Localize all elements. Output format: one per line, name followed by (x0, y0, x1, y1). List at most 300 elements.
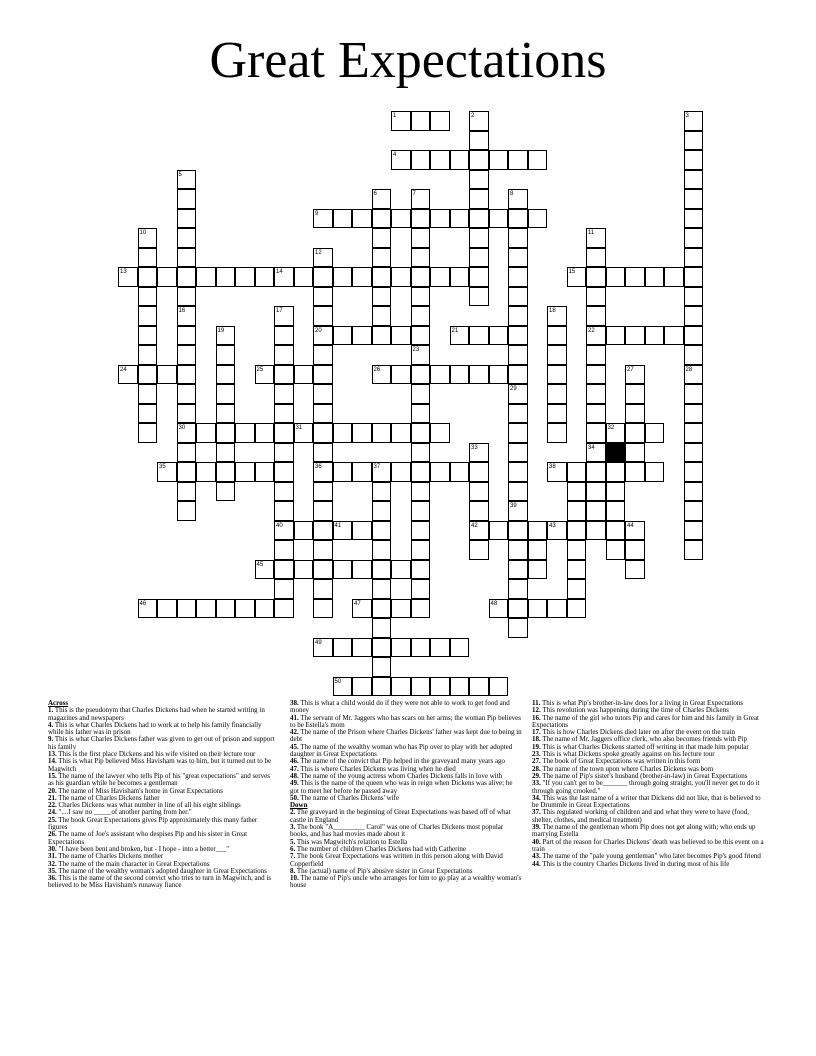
grid-cell[interactable] (333, 209, 353, 229)
grid-cell[interactable] (606, 267, 626, 287)
grid-cell[interactable] (508, 228, 528, 248)
grid-cell[interactable] (586, 423, 606, 443)
grid-cell[interactable] (430, 365, 450, 385)
grid-cell[interactable] (372, 638, 392, 658)
grid-cell[interactable] (489, 326, 509, 346)
grid-cell[interactable] (274, 579, 294, 599)
grid-cell[interactable] (469, 365, 489, 385)
grid-cell[interactable] (138, 267, 158, 287)
grid-cell[interactable] (216, 404, 236, 424)
grid-cell[interactable] (430, 267, 450, 287)
grid-cell[interactable] (138, 384, 158, 404)
clue-number-label: 7 (412, 191, 416, 197)
grid-cell[interactable] (469, 131, 489, 151)
grid-cell[interactable] (684, 209, 704, 229)
grid-cell[interactable] (430, 111, 450, 131)
grid-cell[interactable] (274, 345, 294, 365)
grid-cell[interactable] (547, 599, 567, 619)
grid-cell[interactable] (684, 462, 704, 482)
grid-cell[interactable] (352, 560, 372, 580)
grid-cell[interactable] (547, 326, 567, 346)
grid-cell[interactable] (567, 482, 587, 502)
grid-cell[interactable] (625, 540, 645, 560)
grid-cell[interactable] (586, 404, 606, 424)
grid-cell[interactable] (177, 384, 197, 404)
grid-cell[interactable] (294, 560, 314, 580)
grid-cell[interactable] (138, 326, 158, 346)
grid-cell[interactable] (352, 326, 372, 346)
grid-cell[interactable] (684, 287, 704, 307)
grid-cell[interactable] (508, 365, 528, 385)
grid-cell[interactable] (196, 423, 216, 443)
grid-cell[interactable] (586, 462, 606, 482)
grid-cell[interactable] (294, 365, 314, 385)
grid-cell[interactable] (294, 521, 314, 541)
grid-cell[interactable] (411, 579, 431, 599)
grid-cell[interactable] (274, 384, 294, 404)
grid-cell[interactable] (684, 540, 704, 560)
grid-cell[interactable] (411, 326, 431, 346)
grid-cell[interactable] (450, 365, 470, 385)
grid-cell[interactable] (508, 248, 528, 268)
grid-cell[interactable] (216, 482, 236, 502)
grid-cell[interactable] (469, 209, 489, 229)
grid-cell[interactable] (684, 384, 704, 404)
grid-cell[interactable] (177, 404, 197, 424)
grid-cell[interactable] (235, 423, 255, 443)
grid-cell[interactable] (372, 326, 392, 346)
grid-cell[interactable] (411, 482, 431, 502)
grid-cell[interactable] (528, 540, 548, 560)
grid-cell[interactable] (411, 384, 431, 404)
grid-cell[interactable] (372, 618, 392, 638)
grid-cell[interactable] (567, 579, 587, 599)
grid-cell[interactable] (567, 560, 587, 580)
grid-cell[interactable] (606, 501, 626, 521)
grid-cell[interactable] (625, 326, 645, 346)
grid-cell[interactable] (411, 521, 431, 541)
grid-cell[interactable] (157, 267, 177, 287)
grid-cell[interactable] (138, 365, 158, 385)
grid-cell[interactable] (352, 209, 372, 229)
grid-cell[interactable] (508, 404, 528, 424)
grid-cell[interactable] (489, 365, 509, 385)
grid-cell[interactable] (645, 423, 665, 443)
grid-cell[interactable] (352, 462, 372, 482)
grid-cell[interactable] (313, 501, 333, 521)
grid-cell[interactable] (567, 599, 587, 619)
grid-cell[interactable] (391, 462, 411, 482)
clue-number: 32. (48, 859, 57, 868)
grid-cell[interactable] (138, 345, 158, 365)
grid-cell[interactable] (372, 248, 392, 268)
grid-cell[interactable] (547, 404, 567, 424)
grid-cell[interactable] (216, 423, 236, 443)
grid-cell[interactable] (489, 521, 509, 541)
clue-number: 42. (290, 728, 299, 737)
grid-cell[interactable] (196, 267, 216, 287)
grid-cell[interactable] (489, 150, 509, 170)
grid-cell[interactable] (177, 443, 197, 463)
grid-cell[interactable] (489, 209, 509, 229)
grid-cell[interactable] (684, 248, 704, 268)
grid-cell[interactable] (372, 482, 392, 502)
grid-cell[interactable] (411, 287, 431, 307)
grid-cell[interactable] (411, 404, 431, 424)
grid-cell[interactable] (372, 540, 392, 560)
grid-cell[interactable] (684, 501, 704, 521)
grid-cell[interactable] (450, 677, 470, 697)
grid-cell[interactable] (333, 423, 353, 443)
grid-cell[interactable] (508, 423, 528, 443)
grid-cell[interactable] (391, 365, 411, 385)
grid-cell[interactable] (216, 365, 236, 385)
grid-cell[interactable] (313, 404, 333, 424)
grid-cell[interactable] (528, 560, 548, 580)
grid-cell[interactable] (352, 521, 372, 541)
grid-cell[interactable] (508, 618, 528, 638)
grid-cell[interactable] (274, 482, 294, 502)
grid-cell[interactable] (372, 657, 392, 677)
grid-cell[interactable] (391, 638, 411, 658)
grid-cell[interactable] (645, 267, 665, 287)
grid-cell[interactable] (625, 423, 645, 443)
grid-cell[interactable] (625, 560, 645, 580)
grid-cell[interactable] (352, 677, 372, 697)
grid-cell[interactable] (177, 365, 197, 385)
grid-cell[interactable] (684, 170, 704, 190)
grid-cell[interactable] (216, 384, 236, 404)
grid-cell[interactable] (606, 482, 626, 502)
grid-cell[interactable] (586, 521, 606, 541)
grid-cell[interactable] (684, 267, 704, 287)
grid-cell[interactable] (489, 677, 509, 697)
grid-cell[interactable] (313, 560, 333, 580)
grid-cell[interactable] (313, 540, 333, 560)
grid-cell[interactable] (313, 384, 333, 404)
grid-cell[interactable] (430, 677, 450, 697)
grid-cell[interactable] (313, 365, 333, 385)
grid-cell[interactable] (313, 423, 333, 443)
grid-cell[interactable] (372, 228, 392, 248)
grid-cell[interactable] (684, 150, 704, 170)
grid-cell[interactable] (606, 521, 626, 541)
grid-cell[interactable] (586, 482, 606, 502)
grid-cell[interactable] (508, 540, 528, 560)
grid-cell[interactable] (274, 501, 294, 521)
grid-cell[interactable] (274, 365, 294, 385)
grid-cell[interactable] (411, 365, 431, 385)
grid-cell[interactable] (391, 267, 411, 287)
grid-cell[interactable] (586, 306, 606, 326)
grid-cell[interactable] (508, 287, 528, 307)
grid-cell[interactable] (333, 267, 353, 287)
grid-cell[interactable] (528, 150, 548, 170)
grid-cell[interactable] (372, 287, 392, 307)
grid-cell[interactable] (391, 677, 411, 697)
grid-cell[interactable] (391, 599, 411, 619)
grid-cell[interactable] (313, 599, 333, 619)
grid-cell[interactable] (255, 599, 275, 619)
grid-cell[interactable] (586, 384, 606, 404)
grid-cell[interactable] (625, 462, 645, 482)
grid-cell[interactable] (567, 540, 587, 560)
clue-text: This was the last name of a writer that Dickens did not like, that is believed to be Drummle in Great Expectations (532, 793, 761, 810)
grid-cell[interactable] (216, 443, 236, 463)
grid-cell[interactable] (411, 209, 431, 229)
grid-cell[interactable] (625, 384, 645, 404)
grid-cell[interactable] (684, 306, 704, 326)
grid-cell[interactable] (411, 248, 431, 268)
grid-cell[interactable] (684, 423, 704, 443)
grid-cell[interactable] (235, 267, 255, 287)
grid-cell[interactable] (547, 384, 567, 404)
grid-cell[interactable] (684, 404, 704, 424)
grid-cell[interactable] (294, 267, 314, 287)
grid-cell[interactable] (469, 150, 489, 170)
grid-cell[interactable] (138, 423, 158, 443)
grid-cell[interactable] (508, 209, 528, 229)
grid-cell[interactable] (177, 209, 197, 229)
grid-cell[interactable] (567, 501, 587, 521)
grid-cell[interactable] (274, 423, 294, 443)
grid-cell[interactable] (196, 462, 216, 482)
grid-cell[interactable] (684, 521, 704, 541)
grid-cell[interactable] (138, 287, 158, 307)
grid-cell[interactable] (528, 599, 548, 619)
grid-cell[interactable] (216, 599, 236, 619)
grid-cell[interactable] (235, 462, 255, 482)
grid-cell[interactable] (606, 462, 626, 482)
grid-cell[interactable] (235, 599, 255, 619)
grid-cell[interactable] (508, 345, 528, 365)
grid-cell[interactable] (684, 228, 704, 248)
grid-cell[interactable] (469, 462, 489, 482)
grid-cell[interactable] (274, 462, 294, 482)
grid-cell[interactable] (469, 248, 489, 268)
grid-cell[interactable] (508, 267, 528, 287)
grid-cell[interactable] (313, 306, 333, 326)
grid-cell[interactable] (274, 560, 294, 580)
grid-cell[interactable] (450, 267, 470, 287)
grid-cell[interactable] (372, 579, 392, 599)
grid-cell[interactable] (508, 482, 528, 502)
grid-cell[interactable] (274, 443, 294, 463)
grid-cell[interactable] (469, 189, 489, 209)
grid-cell[interactable] (313, 482, 333, 502)
grid-cell[interactable] (372, 423, 392, 443)
grid-cell[interactable] (411, 638, 431, 658)
grid-cell[interactable] (391, 423, 411, 443)
grid-cell[interactable] (645, 462, 665, 482)
grid-cell[interactable] (352, 638, 372, 658)
grid-cell[interactable] (411, 443, 431, 463)
grid-cell[interactable] (606, 326, 626, 346)
grid-cell[interactable] (274, 404, 294, 424)
grid-cell[interactable] (391, 560, 411, 580)
grid-cell[interactable] (313, 267, 333, 287)
grid-cell[interactable] (372, 521, 392, 541)
grid-cell[interactable] (372, 306, 392, 326)
grid-cell[interactable] (508, 560, 528, 580)
grid-cell[interactable] (255, 423, 275, 443)
grid-cell[interactable] (586, 345, 606, 365)
grid-cell[interactable] (333, 560, 353, 580)
grid-cell[interactable] (177, 462, 197, 482)
grid-cell[interactable] (411, 677, 431, 697)
grid-cell[interactable] (313, 443, 333, 463)
grid-cell[interactable] (430, 209, 450, 229)
grid-cell[interactable] (274, 326, 294, 346)
grid-cell[interactable] (157, 365, 177, 385)
grid-cell[interactable] (255, 462, 275, 482)
grid-cell[interactable] (508, 579, 528, 599)
grid-cell[interactable] (586, 365, 606, 385)
grid-cell[interactable] (664, 326, 684, 346)
grid-cell[interactable] (411, 540, 431, 560)
grid-cell[interactable] (586, 287, 606, 307)
grid-cell[interactable] (333, 638, 353, 658)
grid-cell[interactable] (138, 306, 158, 326)
grid-cell[interactable] (469, 677, 489, 697)
grid-cell[interactable] (508, 306, 528, 326)
grid-cell[interactable] (177, 501, 197, 521)
grid-cell[interactable] (372, 267, 392, 287)
grid-cell[interactable] (625, 267, 645, 287)
grid-cell[interactable] (508, 326, 528, 346)
grid-cell[interactable] (196, 599, 216, 619)
grid-cell[interactable] (430, 638, 450, 658)
grid-cell[interactable] (625, 404, 645, 424)
grid-cell[interactable] (684, 326, 704, 346)
grid-cell[interactable] (138, 404, 158, 424)
grid-cell[interactable] (430, 423, 450, 443)
grid-cell[interactable] (313, 579, 333, 599)
grid-cell[interactable] (411, 462, 431, 482)
grid-cell[interactable] (177, 345, 197, 365)
down-heading: Down (290, 801, 308, 810)
grid-cell[interactable] (333, 462, 353, 482)
grid-cell[interactable] (372, 209, 392, 229)
grid-cell[interactable] (411, 560, 431, 580)
grid-cell[interactable] (157, 599, 177, 619)
grid-cell[interactable] (684, 131, 704, 151)
grid-cell[interactable] (313, 287, 333, 307)
grid-cell[interactable] (625, 443, 645, 463)
grid-cell[interactable] (274, 540, 294, 560)
grid-cell[interactable] (508, 150, 528, 170)
clue-text: This is the name of the queen who was in reign when Dickens was alive; he got to meet her before he passed away (290, 779, 513, 795)
grid-cell[interactable] (684, 345, 704, 365)
grid-cell[interactable] (138, 248, 158, 268)
grid-cell[interactable] (645, 326, 665, 346)
grid-cell[interactable] (450, 638, 470, 658)
grid-cell[interactable] (684, 189, 704, 209)
grid-cell[interactable] (411, 423, 431, 443)
grid-cell[interactable] (313, 521, 333, 541)
grid-cell[interactable] (567, 521, 587, 541)
grid-cell[interactable] (547, 365, 567, 385)
grid-cell[interactable] (372, 677, 392, 697)
grid-cell[interactable] (508, 599, 528, 619)
grid-cell[interactable] (567, 462, 587, 482)
clue-number: 37. (532, 808, 541, 817)
grid-cell[interactable] (469, 501, 489, 521)
grid-cell[interactable] (352, 267, 372, 287)
grid-cell[interactable] (177, 228, 197, 248)
grid-cell[interactable] (430, 462, 450, 482)
grid-cell[interactable] (606, 540, 626, 560)
grid-cell[interactable] (177, 599, 197, 619)
grid-cell[interactable] (469, 540, 489, 560)
grid-cell[interactable] (372, 560, 392, 580)
grid-cell[interactable] (216, 267, 236, 287)
grid-cell[interactable] (508, 462, 528, 482)
grid-cell[interactable] (177, 287, 197, 307)
grid-cell[interactable] (391, 209, 411, 229)
grid-cell[interactable] (547, 423, 567, 443)
grid-cell[interactable] (411, 111, 431, 131)
grid-cell[interactable] (684, 482, 704, 502)
grid-cell[interactable] (528, 521, 548, 541)
grid-cell[interactable] (469, 170, 489, 190)
grid-cell[interactable] (508, 443, 528, 463)
grid-cell[interactable] (450, 209, 470, 229)
grid-cell[interactable] (411, 599, 431, 619)
grid-cell[interactable] (372, 599, 392, 619)
grid-cell[interactable] (372, 501, 392, 521)
grid-cell[interactable] (586, 267, 606, 287)
grid-cell[interactable] (216, 462, 236, 482)
grid-cell[interactable] (177, 326, 197, 346)
grid-cell[interactable] (177, 248, 197, 268)
grid-cell[interactable] (255, 267, 275, 287)
grid-cell[interactable] (411, 267, 431, 287)
grid-cell[interactable] (586, 248, 606, 268)
clues-column-1 (48, 700, 275, 890)
grid-cell[interactable] (352, 423, 372, 443)
grid-cell[interactable] (411, 150, 431, 170)
grid-cell[interactable] (469, 267, 489, 287)
grid-cell[interactable] (411, 228, 431, 248)
grid-cell[interactable] (177, 267, 197, 287)
grid-cell[interactable] (469, 287, 489, 307)
grid-cell[interactable] (391, 326, 411, 346)
grid-cell[interactable] (411, 501, 431, 521)
grid-cell[interactable] (313, 345, 333, 365)
grid-cell[interactable] (411, 306, 431, 326)
grid-cell[interactable] (469, 228, 489, 248)
grid-cell[interactable] (586, 501, 606, 521)
grid-cell[interactable] (430, 150, 450, 170)
grid-cell[interactable] (508, 521, 528, 541)
clue-text: The name of the gentleman whom Pip does not get along with; who ends up marrying Estella (532, 823, 756, 839)
grid-cell[interactable] (450, 150, 470, 170)
grid-cell[interactable] (177, 189, 197, 209)
grid-cell[interactable] (274, 599, 294, 619)
grid-cell[interactable] (664, 267, 684, 287)
grid-cell[interactable] (333, 326, 353, 346)
grid-cell[interactable] (547, 345, 567, 365)
grid-cell[interactable] (216, 345, 236, 365)
grid-cell[interactable] (469, 326, 489, 346)
grid-cell[interactable] (450, 462, 470, 482)
grid-cell[interactable] (684, 443, 704, 463)
clue-text: The book Great Expectations gives Pip approximately this many father figures (48, 815, 258, 832)
grid-cell[interactable] (177, 482, 197, 502)
grid-cell[interactable] (469, 482, 489, 502)
grid-cell[interactable] (528, 209, 548, 229)
